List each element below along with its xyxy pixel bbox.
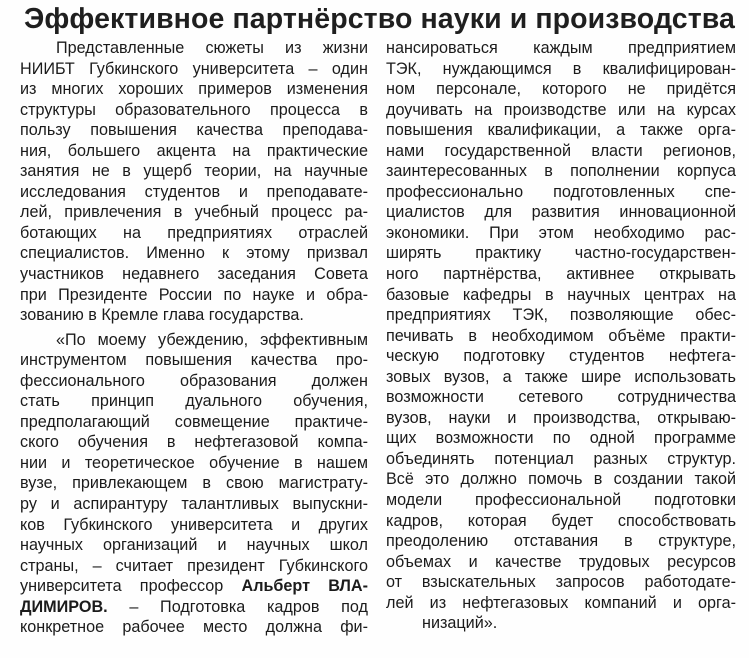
- text-line: ческую подготовку студентов нефтега-: [386, 347, 736, 366]
- right-column: [386, 38, 736, 634]
- text-line: нансироваться каждым предприятием: [386, 39, 736, 57]
- text-line: щих возможности по одной программе: [386, 429, 736, 448]
- text-line: Представленные сюжеты из жизни: [56, 39, 368, 57]
- text-line: кадров, которая будет способствовать: [386, 511, 736, 530]
- text-line: объемах и качестве трудовых ресурсов: [386, 552, 736, 571]
- text-line: вузов, науки и производства, открываю-: [386, 408, 736, 427]
- text-line: ного партнёрства, активнее открывать: [386, 265, 736, 284]
- text-line: ского обучения в нефтегазовой компа-: [20, 433, 368, 452]
- text-line: ков Губкинского университета и других: [20, 515, 368, 534]
- text-line: лей из нефтегазовых компаний и орга-: [386, 593, 736, 612]
- text-line: инструментом повышения качества про-: [20, 351, 368, 370]
- text-line: [20, 597, 368, 618]
- text-line: нами государственной власти регионов,: [386, 141, 736, 160]
- text-line: экономики. При этом необходимо рас-: [386, 223, 736, 242]
- text-line: ботающих на предприятиях отраслей: [20, 223, 368, 242]
- text-line: предприятиях ТЭК, позволяющие обес-: [386, 306, 736, 325]
- text-line: научных организаций и научных школ: [20, 536, 368, 555]
- text-line: исследования студентов и преподавате-: [20, 182, 368, 201]
- text-line: структуры образовательного процесса в: [20, 100, 368, 119]
- text-line: стать принцип дуального обучения,: [20, 392, 368, 411]
- text-line: Всё это должно помочь в создании такой: [386, 470, 736, 489]
- text-line: зовых вузов, а также шире использовать: [386, 367, 736, 386]
- text-line: вузе, привлекающем в свою магистрату-: [20, 474, 368, 493]
- text-line: «По моему убеждению, эффективным: [56, 330, 368, 349]
- article-title: Эффективное партнёрство науки и производства: [24, 3, 735, 35]
- text-line: повышения квалификации, а также орга-: [386, 121, 736, 140]
- text-line: ширять практику частно-государствен-: [386, 244, 736, 263]
- text-line: ния, большего акцента на практические: [20, 141, 368, 160]
- text-line: лей, привлечения в учебный процесс ра-: [20, 203, 368, 222]
- text-line: участников недавнего заседания Совета: [20, 265, 368, 284]
- text-line: низаций».: [422, 614, 498, 633]
- text-line: объединять потенциал разных структур.: [386, 449, 736, 468]
- author-name-part-1: Альберт ВЛА-: [241, 577, 368, 596]
- author-name-part-2: ДИМИРОВ.: [20, 597, 108, 616]
- text-line: ру и аспирантуру талантливых выпускни-: [20, 495, 368, 514]
- text-line: базовые кафедры в научных центрах на: [386, 285, 736, 304]
- text-line: нии и теоретическое обучение в нашем: [20, 453, 368, 472]
- text-line: занятия не в ущерб теории, на научные: [20, 162, 368, 181]
- text-line: при Президенте России по науке и обра-: [20, 285, 368, 304]
- text-line: доучивать на производстве или на курсах: [386, 100, 736, 119]
- text-line: страны, – считает президент Губкинского: [20, 556, 368, 575]
- text-line: возможности сетевого сотрудничества: [386, 388, 736, 407]
- text-line: [20, 576, 368, 597]
- text-line: ном персонале, которого не придётся: [386, 80, 736, 99]
- text-line: ТЭК, нуждающимся в квалифицирован-: [386, 59, 736, 78]
- text-line: НИИБТ Губкинского университета – один: [20, 59, 368, 78]
- text-line: пользу повышения качества преподава-: [20, 121, 368, 140]
- text-line: от взыскательных запросов работодате-: [386, 573, 736, 592]
- text-line: модели профессиональной подготовки: [386, 491, 736, 510]
- text-line: циалистов для развития инновационной: [386, 203, 736, 222]
- text-line: фессионального образования должен: [20, 371, 368, 390]
- text-line: конкретное рабочее место должна фи-: [20, 618, 368, 637]
- text-fragment: – Подготовка кадров под: [129, 597, 368, 616]
- text-line: специалистов. Именно к этому призвал: [20, 244, 368, 263]
- text-line: из многих хороших примеров изменения: [20, 80, 368, 99]
- text-line: профессионально подготовленных спе-: [386, 182, 736, 201]
- text-line: предполагающий совмещение практиче-: [20, 412, 368, 431]
- text-fragment: университета профессор: [20, 577, 224, 596]
- text-line: зованию в Кремле глава государства.: [20, 306, 304, 325]
- text-line: заинтересованных в пополнении корпуса: [386, 162, 736, 181]
- text-line: преодолению отставания в структуре,: [386, 532, 736, 551]
- left-column: [20, 38, 368, 638]
- text-line: печивать в необходимом объёме практи-: [386, 326, 736, 345]
